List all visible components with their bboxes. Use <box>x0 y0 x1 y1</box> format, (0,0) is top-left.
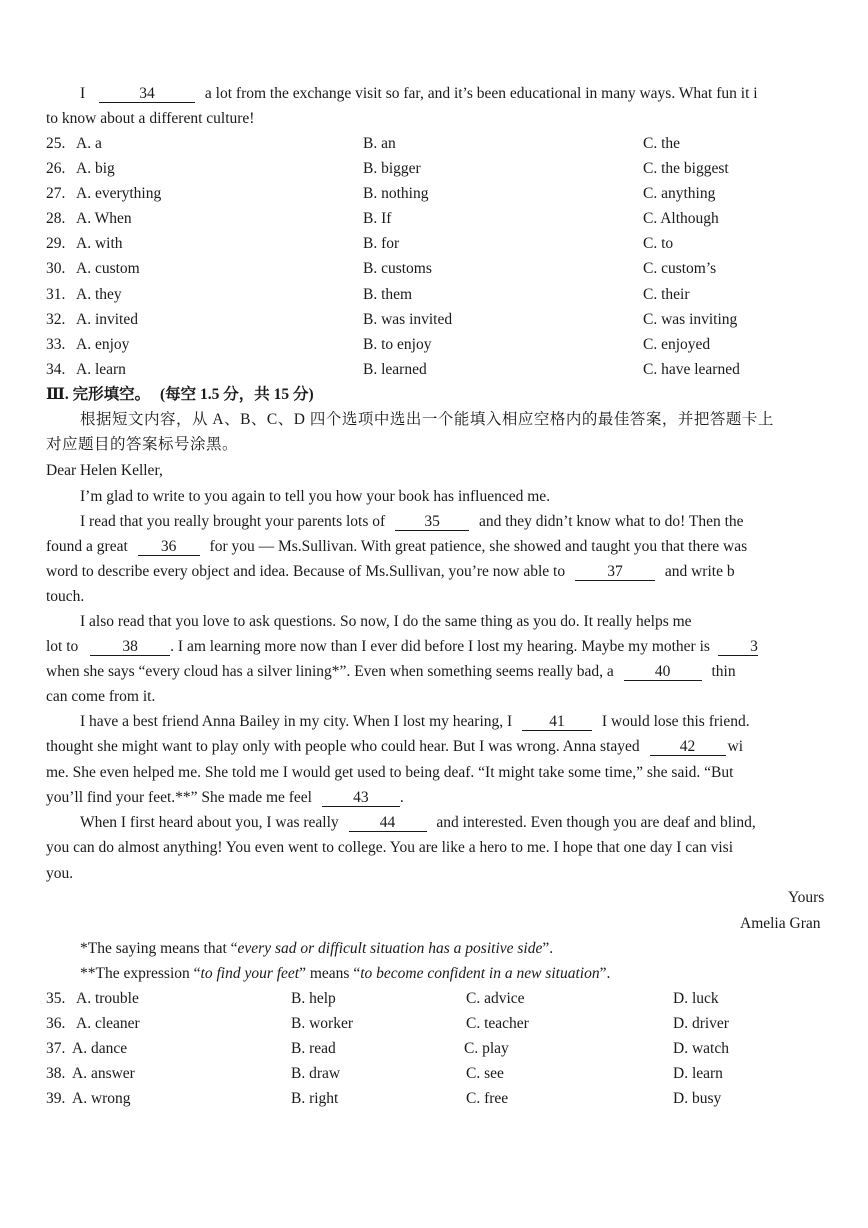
option-row-34 <box>0 360 868 380</box>
question-number: 29. <box>46 235 66 252</box>
option-a[interactable]: A. dance <box>72 1040 128 1057</box>
option-b[interactable]: B. worker <box>291 1015 353 1032</box>
letter-line: touch. <box>46 588 85 605</box>
option-a[interactable]: A. trouble <box>76 990 139 1007</box>
question-number: 30. <box>46 260 66 277</box>
option-c[interactable]: C. advice <box>466 990 525 1007</box>
blank-38: 38 <box>90 638 170 656</box>
note-text: ”. <box>542 940 554 957</box>
option-b[interactable]: B. draw <box>291 1065 341 1082</box>
option-c[interactable]: C. custom’s <box>643 260 717 277</box>
option-a[interactable]: A. cleaner <box>76 1015 140 1032</box>
letter-line: you can do almost anything! You even went to college. You are like a hero to me. I hope that one day I can visi <box>46 839 734 856</box>
option-b[interactable]: B. an <box>363 135 396 152</box>
option-row-30 <box>0 259 868 279</box>
question-number: 39. <box>46 1090 66 1107</box>
option-a[interactable]: A. with <box>76 235 123 252</box>
option-d[interactable]: D. luck <box>673 990 719 1007</box>
option-a[interactable]: A. learn <box>76 361 126 378</box>
footnote-1 <box>80 939 553 959</box>
section-score: (每空 1.5 分，共 15 分) <box>160 386 314 403</box>
blank-42: 42 <box>650 738 726 756</box>
option-a[interactable]: A. answer <box>72 1065 135 1082</box>
option-c[interactable]: C. their <box>643 286 690 303</box>
option-a[interactable]: A. enjoy <box>76 336 130 353</box>
option-c[interactable]: C. free <box>466 1090 509 1107</box>
letter-line <box>46 637 758 657</box>
option-c[interactable]: C. to <box>643 235 674 252</box>
option-row-38 <box>0 1064 868 1084</box>
question-number: 34. <box>46 361 66 378</box>
option-a[interactable]: A. big <box>76 160 115 177</box>
option-b[interactable]: B. learned <box>363 361 427 378</box>
section-title: Ⅲ. 完形填空。 <box>46 386 151 403</box>
option-row-37 <box>0 1039 868 1059</box>
option-b[interactable]: B. to enjoy <box>363 336 432 353</box>
option-c[interactable]: C. Although <box>643 210 719 227</box>
question-number: 25. <box>46 135 66 152</box>
option-d[interactable]: D. watch <box>673 1040 729 1057</box>
note-text: **The expression “ <box>80 965 201 982</box>
letter-text: you’ll find your feet.**” She made me feel <box>46 789 312 806</box>
note-italic: every sad or difficult situation has a positive side <box>237 940 543 957</box>
note-text: ” means “ <box>299 965 361 982</box>
option-b[interactable]: B. customs <box>363 260 432 277</box>
blank-44: 44 <box>349 814 427 832</box>
letter-text: wi <box>727 738 744 755</box>
letter-line: I’m glad to write to you again to tell you how your book has influenced me. <box>80 488 551 505</box>
option-a[interactable]: A. a <box>76 135 102 152</box>
blank-36: 36 <box>138 538 200 556</box>
option-c[interactable]: C. have learned <box>643 361 740 378</box>
question-number: 27. <box>46 185 66 202</box>
footnote-2 <box>80 964 610 984</box>
letter-text: . <box>399 789 404 806</box>
option-a[interactable]: A. wrong <box>72 1090 131 1107</box>
letter-text: I would lose this friend. <box>601 713 750 730</box>
option-c[interactable]: C. enjoyed <box>643 336 711 353</box>
option-b[interactable]: B. bigger <box>363 160 421 177</box>
option-row-28 <box>0 209 868 229</box>
option-a[interactable]: A. invited <box>76 311 138 328</box>
letter-closing: Yours <box>788 889 825 906</box>
option-row-25 <box>0 134 868 154</box>
letter-text: When I first heard about you, I was really <box>80 814 339 831</box>
option-row-33 <box>0 335 868 355</box>
letter-signature: Amelia Gran <box>740 915 821 932</box>
letter-line: I also read that you love to ask questions. So now, I do the same thing as you do. It really helps me <box>80 613 692 630</box>
blank-37: 37 <box>575 563 655 581</box>
letter-text: for you — Ms.Sullivan. With great patience, she showed and taught you that there was <box>209 538 748 555</box>
option-b[interactable]: B. nothing <box>363 185 429 202</box>
letter-text: I read that you really brought your parents lots of <box>80 513 386 530</box>
blank-41: 41 <box>522 713 592 731</box>
note-italic: to become confident in a new situation <box>360 965 600 982</box>
question-number: 33. <box>46 336 66 353</box>
passage-text: I <box>80 85 86 102</box>
option-c[interactable]: C. the biggest <box>643 160 729 177</box>
letter-text: when she says “every cloud has a silver lining*”. Even when something seems really bad, a <box>46 663 614 680</box>
option-c[interactable]: C. play <box>464 1040 509 1057</box>
section-instructions: 根据短文内容，从 A、B、C、D 四个选项中选出一个能填入相应空格内的最佳答案，并把答题卡上 <box>80 411 774 428</box>
question-number: 35. <box>46 990 66 1007</box>
letter-text: thought she might want to play only with people who could hear. But I was wrong. Anna stayed <box>46 738 640 755</box>
letter-text: thin <box>711 663 736 680</box>
option-b[interactable]: B. help <box>291 990 336 1007</box>
letter-text: found a great <box>46 538 128 555</box>
note-text: ”. <box>599 965 611 982</box>
section-instructions: 对应题目的答案标号涂黑。 <box>46 436 239 453</box>
letter-line <box>46 662 736 682</box>
option-row-36 <box>0 1014 868 1034</box>
blank-40: 40 <box>624 663 702 681</box>
blank-39: 3 <box>718 638 758 656</box>
blank-35: 35 <box>395 513 469 531</box>
note-italic: to find your feet <box>200 965 300 982</box>
letter-greeting: Dear Helen Keller, <box>46 462 163 479</box>
option-row-27 <box>0 184 868 204</box>
letter-text: . I am learning more now than I ever did before I lost my hearing. Maybe my mother is <box>170 638 710 655</box>
option-a[interactable]: A. they <box>76 286 122 303</box>
option-a[interactable]: A. everything <box>76 185 162 202</box>
option-row-29 <box>0 234 868 254</box>
letter-text: word to describe every object and idea. Because of Ms.Sullivan, you’re now able to <box>46 563 566 580</box>
option-a[interactable]: A. custom <box>76 260 140 277</box>
letter-line <box>46 737 743 757</box>
letter-line: can come from it. <box>46 688 156 705</box>
question-number: 28. <box>46 210 66 227</box>
option-row-39 <box>0 1089 868 1109</box>
note-text: *The saying means that “ <box>80 940 238 957</box>
option-b[interactable]: B. them <box>363 286 413 303</box>
question-number: 31. <box>46 286 66 303</box>
option-b[interactable]: B. If <box>363 210 392 227</box>
letter-line <box>80 712 750 732</box>
option-b[interactable]: B. for <box>363 235 400 252</box>
option-b[interactable]: B. right <box>291 1090 339 1107</box>
letter-line: you. <box>46 865 74 882</box>
option-a[interactable]: A. When <box>76 210 132 227</box>
letter-text: and write b <box>664 563 735 580</box>
option-b[interactable]: B. was invited <box>363 311 453 328</box>
section-heading <box>46 385 314 405</box>
letter-text: and they didn’t know what to do! Then the <box>478 513 744 530</box>
question-number: 26. <box>46 160 66 177</box>
option-b[interactable]: B. read <box>291 1040 336 1057</box>
passage-line: to know about a different culture! <box>46 110 255 127</box>
option-row-32 <box>0 310 868 330</box>
question-number: 36. <box>46 1015 66 1032</box>
question-number: 37. <box>46 1040 66 1057</box>
letter-text: lot to <box>46 638 79 655</box>
letter-line <box>80 512 744 532</box>
option-row-31 <box>0 285 868 305</box>
option-d[interactable]: D. busy <box>673 1090 722 1107</box>
letter-line <box>80 813 756 833</box>
option-d[interactable]: D. learn <box>673 1065 723 1082</box>
option-row-26 <box>0 159 868 179</box>
question-number: 38. <box>46 1065 66 1082</box>
option-row-35 <box>0 989 868 1009</box>
option-c[interactable]: C. teacher <box>466 1015 529 1032</box>
option-c[interactable]: C. was inviting <box>643 311 738 328</box>
question-number: 32. <box>46 311 66 328</box>
passage-line <box>80 84 758 104</box>
option-c[interactable]: C. the <box>643 135 681 152</box>
letter-line: me. She even helped me. She told me I would get used to being deaf. “It might take some time,” she said. “But <box>46 764 734 781</box>
passage-text: a lot from the exchange visit so far, and it’s been educational in many ways. What fun it i <box>204 85 758 102</box>
option-c[interactable]: C. see <box>466 1065 504 1082</box>
option-c[interactable]: C. anything <box>643 185 716 202</box>
blank-34: 34 <box>99 85 195 103</box>
letter-line <box>46 562 735 582</box>
option-d[interactable]: D. driver <box>673 1015 729 1032</box>
letter-line <box>46 537 747 557</box>
blank-43: 43 <box>322 789 400 807</box>
letter-line <box>46 788 404 808</box>
letter-text: I have a best friend Anna Bailey in my city. When I lost my hearing, I <box>80 713 513 730</box>
letter-text: and interested. Even though you are deaf and blind, <box>436 814 756 831</box>
